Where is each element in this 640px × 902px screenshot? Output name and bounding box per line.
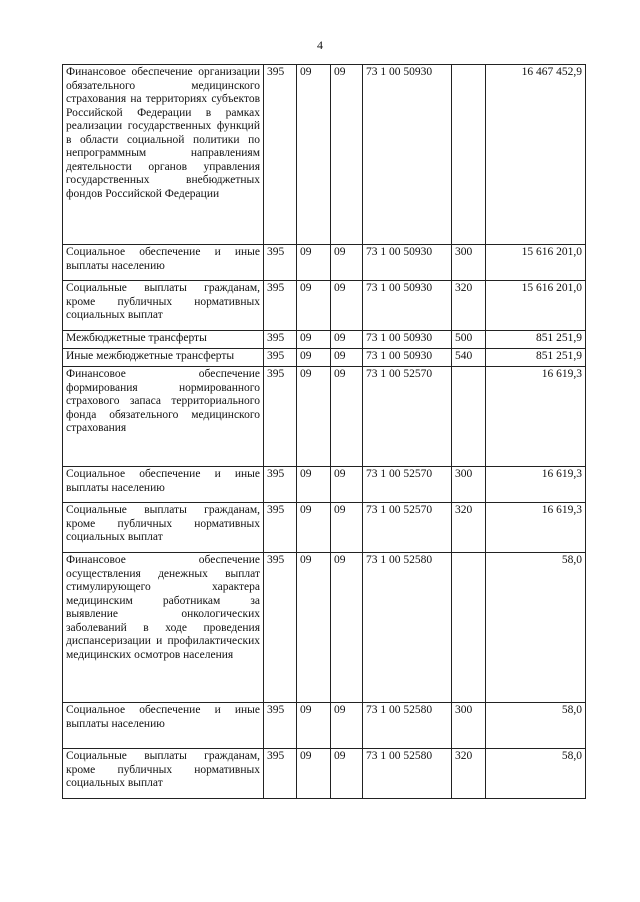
subsection-code: 09 <box>331 553 363 703</box>
row-name: Финансовое обеспечение формирования нормированного страхового запаса территориального фонда обязательного медицинского страхования <box>63 367 264 467</box>
expense-type-code: 300 <box>452 245 486 281</box>
section-code: 09 <box>297 281 331 331</box>
ministry-code: 395 <box>264 245 297 281</box>
ministry-code: 395 <box>264 467 297 503</box>
section-code: 09 <box>297 349 331 367</box>
amount: 16 467 452,9 <box>486 65 586 245</box>
row-name: Иные межбюджетные трансферты <box>63 349 264 367</box>
table-row <box>63 553 586 703</box>
ministry-code: 395 <box>264 703 297 749</box>
expense-type-code: 320 <box>452 749 486 799</box>
expense-type-code: 320 <box>452 281 486 331</box>
budget-table <box>62 64 586 799</box>
table-row <box>63 245 586 281</box>
ministry-code: 395 <box>264 331 297 349</box>
target-code: 73 1 00 50930 <box>363 65 452 245</box>
section-code: 09 <box>297 367 331 467</box>
target-code: 73 1 00 52570 <box>363 503 452 553</box>
target-code: 73 1 00 52580 <box>363 553 452 703</box>
subsection-code: 09 <box>331 503 363 553</box>
amount: 15 616 201,0 <box>486 281 586 331</box>
amount: 16 619,3 <box>486 367 586 467</box>
subsection-code: 09 <box>331 349 363 367</box>
ministry-code: 395 <box>264 65 297 245</box>
subsection-code: 09 <box>331 703 363 749</box>
ministry-code: 395 <box>264 349 297 367</box>
amount: 58,0 <box>486 749 586 799</box>
amount: 16 619,3 <box>486 467 586 503</box>
subsection-code: 09 <box>331 245 363 281</box>
expense-type-code: 300 <box>452 703 486 749</box>
section-code: 09 <box>297 553 331 703</box>
amount: 15 616 201,0 <box>486 245 586 281</box>
section-code: 09 <box>297 503 331 553</box>
table-row <box>63 467 586 503</box>
subsection-code: 09 <box>331 65 363 245</box>
expense-type-code <box>452 553 486 703</box>
ministry-code: 395 <box>264 749 297 799</box>
target-code: 73 1 00 50930 <box>363 245 452 281</box>
subsection-code: 09 <box>331 749 363 799</box>
target-code: 73 1 00 52580 <box>363 703 452 749</box>
page-number: 4 <box>317 38 323 52</box>
expense-type-code <box>452 367 486 467</box>
row-name: Социальное обеспечение и иные выплаты населению <box>63 703 264 749</box>
target-code: 73 1 00 52570 <box>363 367 452 467</box>
amount: 851 251,9 <box>486 349 586 367</box>
table-row <box>63 503 586 553</box>
target-code: 73 1 00 52570 <box>363 467 452 503</box>
ministry-code: 395 <box>264 281 297 331</box>
section-code: 09 <box>297 703 331 749</box>
expense-type-code: 540 <box>452 349 486 367</box>
expense-type-code <box>452 65 486 245</box>
row-name: Социальные выплаты гражданам, кроме публичных нормативных социальных выплат <box>63 281 264 331</box>
target-code: 73 1 00 52580 <box>363 749 452 799</box>
section-code: 09 <box>297 331 331 349</box>
row-name: Социальные выплаты гражданам, кроме публичных нормативных социальных выплат <box>63 749 264 799</box>
table-row <box>63 367 586 467</box>
row-name: Социальное обеспечение и иные выплаты населению <box>63 467 264 503</box>
row-name: Межбюджетные трансферты <box>63 331 264 349</box>
table-row <box>63 749 586 799</box>
target-code: 73 1 00 50930 <box>363 331 452 349</box>
row-name: Финансовое обеспечение организации обязательного медицинского страхования на территориях субъектов Российской Федерации в рамках реализации государственных функций в области социальной политики по непрограммным направлениям деятельности органов управления государственных внебюджетных фондов Российской Федерации <box>63 65 264 245</box>
amount: 851 251,9 <box>486 331 586 349</box>
table-row <box>63 349 586 367</box>
table-row <box>63 65 586 245</box>
table-row <box>63 703 586 749</box>
section-code: 09 <box>297 467 331 503</box>
subsection-code: 09 <box>331 367 363 467</box>
target-code: 73 1 00 50930 <box>363 349 452 367</box>
section-code: 09 <box>297 749 331 799</box>
ministry-code: 395 <box>264 367 297 467</box>
table-row <box>63 281 586 331</box>
subsection-code: 09 <box>331 331 363 349</box>
expense-type-code: 500 <box>452 331 486 349</box>
ministry-code: 395 <box>264 503 297 553</box>
amount: 58,0 <box>486 703 586 749</box>
expense-type-code: 320 <box>452 503 486 553</box>
section-code: 09 <box>297 65 331 245</box>
row-name: Социальное обеспечение и иные выплаты населению <box>63 245 264 281</box>
subsection-code: 09 <box>331 281 363 331</box>
subsection-code: 09 <box>331 467 363 503</box>
expense-type-code: 300 <box>452 467 486 503</box>
amount: 58,0 <box>486 553 586 703</box>
table-row <box>63 331 586 349</box>
amount: 16 619,3 <box>486 503 586 553</box>
section-code: 09 <box>297 245 331 281</box>
ministry-code: 395 <box>264 553 297 703</box>
row-name: Социальные выплаты гражданам, кроме публичных нормативных социальных выплат <box>63 503 264 553</box>
row-name: Финансовое обеспечение осуществления денежных выплат стимулирующего характера медицинским работникам за выявление онкологических заболеваний в ходе проведения диспансеризации и профилактических медицинских осмотров населения <box>63 553 264 703</box>
target-code: 73 1 00 50930 <box>363 281 452 331</box>
